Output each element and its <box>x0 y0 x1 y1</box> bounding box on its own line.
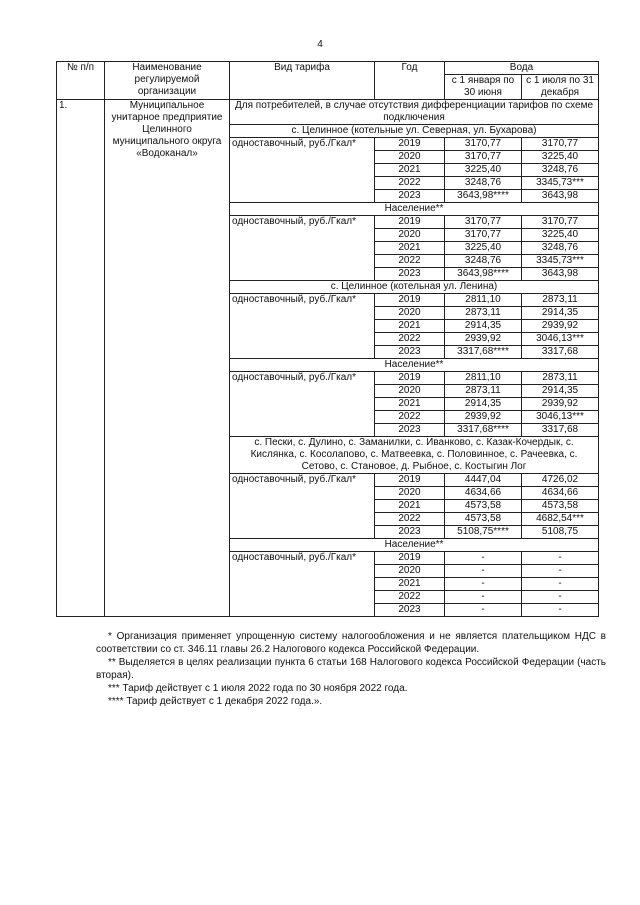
tariff-first-half-cell: 2873,11 <box>445 307 522 320</box>
tariff-first-half-cell: 4573,58 <box>445 513 522 526</box>
year-cell: 2021 <box>375 500 445 513</box>
table-body <box>57 100 599 617</box>
tariff-first-half-cell: 2811,10 <box>445 294 522 307</box>
year-cell: 2021 <box>375 164 445 177</box>
tariff-type-cell: одноставочный, руб./Гкал* <box>230 138 375 203</box>
tariff-second-half-cell: 3643,98 <box>522 190 599 203</box>
tariff-second-half-cell: 3345,73*** <box>522 255 599 268</box>
tariff-first-half-cell: 3225,40 <box>445 242 522 255</box>
year-cell: 2022 <box>375 177 445 190</box>
tariff-second-half-cell: - <box>522 591 599 604</box>
year-cell: 2021 <box>375 578 445 591</box>
year-cell: 2023 <box>375 604 445 617</box>
tariff-second-half-cell: 3345,73*** <box>522 177 599 190</box>
year-cell: 2019 <box>375 294 445 307</box>
tariff-second-half-cell: 3248,76 <box>522 164 599 177</box>
consumers-note: Для потребителей, в случае отсутствия дифференциации тарифов по схеме подключения <box>230 100 599 125</box>
tariff-second-half-cell: 3317,68 <box>522 424 599 437</box>
year-cell: 2019 <box>375 552 445 565</box>
footnote-4: **** Тариф действует с 1 декабря 2022 года.». <box>108 696 323 707</box>
tariff-second-half-cell: - <box>522 565 599 578</box>
tariff-first-half-cell: 4573,58 <box>445 500 522 513</box>
year-cell: 2023 <box>375 424 445 437</box>
tariff-second-half-cell: 2914,35 <box>522 385 599 398</box>
tariff-type-cell: одноставочный, руб./Гкал* <box>230 552 375 617</box>
location-row: с. Пески, с. Дулино, с. Заманилки, с. Иванково, с. Казак-Кочердык, с. Кислянка, с. Косолапово, с. Матвеевка, с. Половинное, с. Рачеевка, с. Сетово, с. Становое, д. Рыбное, с. Костыгин Лог <box>230 437 599 474</box>
tariff-first-half-cell: 3170,77 <box>445 138 522 151</box>
footnote-1: * Организация применяет упрощенную систему налогообложения и не является плательщиком НДС в соответствии со ст. 346.11 главы 26.2 Налогового кодекса Российской Федерации. <box>96 631 606 655</box>
year-cell: 2022 <box>375 255 445 268</box>
year-cell: 2023 <box>375 526 445 539</box>
year-cell: 2019 <box>375 474 445 487</box>
population-label-row: Население** <box>230 359 599 372</box>
tariff-first-half-cell: 3170,77 <box>445 216 522 229</box>
header-water: Вода <box>445 62 599 75</box>
tariff-second-half-cell: 4573,58 <box>522 500 599 513</box>
tariff-first-half-cell: 3248,76 <box>445 255 522 268</box>
tariff-first-half-cell: 3170,77 <box>445 229 522 242</box>
tariff-second-half-cell: 2873,11 <box>522 372 599 385</box>
tariff-second-half-cell: 2914,35 <box>522 307 599 320</box>
tariff-second-half-cell: 3046,13*** <box>522 411 599 424</box>
header-number: № п/п <box>57 62 105 100</box>
tariff-first-half-cell: - <box>445 578 522 591</box>
year-cell: 2023 <box>375 268 445 281</box>
tariff-second-half-cell: 2939,92 <box>522 320 599 333</box>
tariff-first-half-cell: 4634,66 <box>445 487 522 500</box>
tariff-table <box>56 61 599 617</box>
header-second-half: с 1 июля по 31 декабря <box>522 75 599 100</box>
tariff-first-half-cell: 2811,10 <box>445 372 522 385</box>
tariff-second-half-cell: 3317,68 <box>522 346 599 359</box>
year-cell: 2020 <box>375 229 445 242</box>
tariff-first-half-cell: 2914,35 <box>445 398 522 411</box>
year-cell: 2023 <box>375 190 445 203</box>
year-cell: 2022 <box>375 591 445 604</box>
tariff-first-half-cell: - <box>445 552 522 565</box>
tariff-first-half-cell: 3248,76 <box>445 177 522 190</box>
year-cell: 2020 <box>375 565 445 578</box>
organization-name: Муниципальное унитарное предприятие Целинного муниципального округа «Водоканал» <box>105 100 230 617</box>
year-cell: 2020 <box>375 487 445 500</box>
tariff-second-half-cell: 3225,40 <box>522 229 599 242</box>
tariff-first-half-cell: 2914,35 <box>445 320 522 333</box>
year-cell: 2019 <box>375 372 445 385</box>
tariff-second-half-cell: 2939,92 <box>522 398 599 411</box>
tariff-first-half-cell: 2939,92 <box>445 333 522 346</box>
tariff-second-half-cell: - <box>522 604 599 617</box>
header-first-half: с 1 января по 30 июня <box>445 75 522 100</box>
tariff-second-half-cell: 3643,98 <box>522 268 599 281</box>
tariff-first-half-cell: 2873,11 <box>445 385 522 398</box>
tariff-first-half-cell: 3317,68**** <box>445 424 522 437</box>
tariff-second-half-cell: 3225,40 <box>522 151 599 164</box>
tariff-first-half-cell: 3170,77 <box>445 151 522 164</box>
year-cell: 2022 <box>375 333 445 346</box>
location-row: с. Целинное (котельная ул. Ленина) <box>230 281 599 294</box>
year-cell: 2019 <box>375 138 445 151</box>
tariff-second-half-cell: - <box>522 552 599 565</box>
tariff-second-half-cell: 3248,76 <box>522 242 599 255</box>
header-organization: Наименование регулируемой организации <box>105 62 230 100</box>
year-cell: 2023 <box>375 346 445 359</box>
tariff-type-cell: одноставочный, руб./Гкал* <box>230 474 375 539</box>
location-row: с. Целинное (котельные ул. Северная, ул. Бухарова) <box>230 125 599 138</box>
tariff-second-half-cell: 3170,77 <box>522 216 599 229</box>
year-cell: 2022 <box>375 411 445 424</box>
tariff-first-half-cell: 3643,98**** <box>445 190 522 203</box>
tariff-first-half-cell: 2939,92 <box>445 411 522 424</box>
footnote-2: ** Выделяется в целях реализации пункта 6 статьи 168 Налогового кодекса Российской Федерации (часть вторая). <box>96 657 606 681</box>
row-number: 1. <box>57 100 105 617</box>
year-cell: 2020 <box>375 151 445 164</box>
tariff-first-half-cell: 3225,40 <box>445 164 522 177</box>
tariff-first-half-cell: - <box>445 604 522 617</box>
population-label-row: Население** <box>230 203 599 216</box>
tariff-first-half-cell: 4447,04 <box>445 474 522 487</box>
tariff-second-half-cell: 4634,66 <box>522 487 599 500</box>
page-number: 4 <box>317 39 323 50</box>
tariff-first-half-cell: 5108,75**** <box>445 526 522 539</box>
tariff-first-half-cell: 3643,98**** <box>445 268 522 281</box>
tariff-first-half-cell: 3317,68**** <box>445 346 522 359</box>
year-cell: 2022 <box>375 513 445 526</box>
tariff-second-half-cell: 2873,11 <box>522 294 599 307</box>
footnote-3: *** Тариф действует с 1 июля 2022 года по 30 ноября 2022 года. <box>108 683 408 694</box>
tariff-second-half-cell: 3046,13*** <box>522 333 599 346</box>
tariff-type-cell: одноставочный, руб./Гкал* <box>230 372 375 437</box>
year-cell: 2020 <box>375 385 445 398</box>
tariff-second-half-cell: 5108,75 <box>522 526 599 539</box>
tariff-second-half-cell: - <box>522 578 599 591</box>
year-cell: 2021 <box>375 242 445 255</box>
tariff-type-cell: одноставочный, руб./Гкал* <box>230 216 375 281</box>
header-year: Год <box>375 62 445 100</box>
tariff-first-half-cell: - <box>445 591 522 604</box>
year-cell: 2021 <box>375 398 445 411</box>
tariff-second-half-cell: 3170,77 <box>522 138 599 151</box>
year-cell: 2020 <box>375 307 445 320</box>
footnotes <box>96 630 606 708</box>
tariff-second-half-cell: 4682,54*** <box>522 513 599 526</box>
tariff-second-half-cell: 4726,02 <box>522 474 599 487</box>
header-tariff-type: Вид тарифа <box>230 62 375 100</box>
year-cell: 2021 <box>375 320 445 333</box>
year-cell: 2019 <box>375 216 445 229</box>
tariff-first-half-cell: - <box>445 565 522 578</box>
population-label-row: Население** <box>230 539 599 552</box>
tariff-type-cell: одноставочный, руб./Гкал* <box>230 294 375 359</box>
